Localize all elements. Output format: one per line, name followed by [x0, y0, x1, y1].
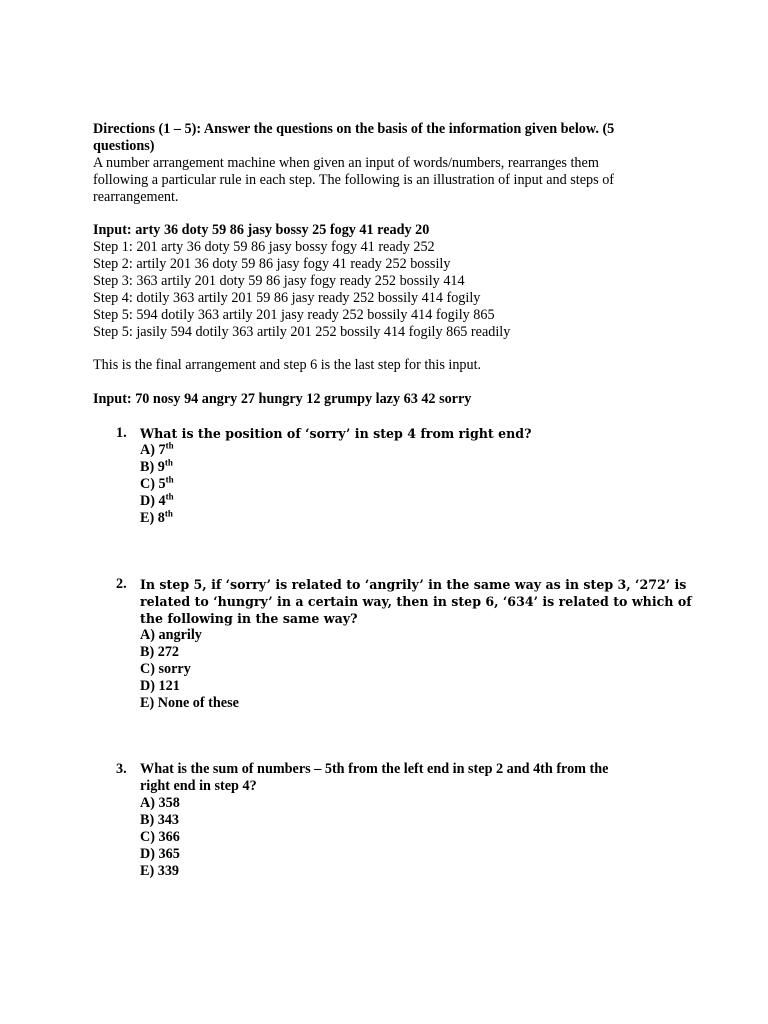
illustration-step: Step 3: 363 artily 201 doty 59 86 jasy fogy ready 252 bossily 414: [93, 273, 465, 289]
question-number: 2.: [116, 576, 127, 592]
question-text: the following in the same way?: [140, 611, 358, 626]
question-number: 1.: [116, 425, 127, 441]
question-text: related to ‘hungry’ in a certain way, then in step 6, ‘634’ is related to which of: [140, 594, 692, 609]
illustration-step: Step 1: 201 arty 36 doty 59 86 jasy bossy fogy 41 ready 252: [93, 239, 435, 255]
option-a: A) angrily: [140, 627, 202, 643]
problem-input-text: Input: 70 nosy 94 angry 27 hungry 12 grumpy lazy 63 42 sorry: [93, 391, 472, 407]
problem-input: [93, 391, 693, 408]
illustration-step: Step 5: 594 dotily 363 artily 201 jasy ready 252 bossily 414 fogily 865: [93, 307, 495, 323]
option-b: B) 343: [140, 812, 180, 828]
option-d: D) 121: [140, 678, 180, 694]
option-c: C) sorry: [140, 661, 191, 677]
question-3: [116, 761, 676, 880]
illustration-step: Step 4: dotily 363 artily 201 59 86 jasy ready 252 bossily 414 fogily: [93, 290, 481, 306]
option-c: C) 5th: [140, 474, 174, 492]
directions-paragraph-line: following a particular rule in each step. The following is an illustration of input and steps of: [93, 172, 615, 188]
option-a: A) 7th: [140, 440, 174, 458]
directions-section: [93, 121, 693, 206]
directions-paragraph-line: rearrangement.: [93, 189, 179, 205]
option-e: E) None of these: [140, 695, 239, 711]
option-d: D) 4th: [140, 491, 174, 509]
question-text: What is the position of ‘sorry’ in step 4 from right end?: [140, 426, 532, 441]
final-note-text: This is the final arrangement and step 6 is the last step for this input.: [93, 357, 482, 373]
illustration-step: Step 5: jasily 594 dotily 363 artily 201 252 bossily 414 fogily 865 readily: [93, 324, 511, 340]
option-c: C) 366: [140, 829, 180, 845]
directions-heading: Directions (1 – 5): Answer the questions on the basis of the information given below. (5: [93, 121, 615, 137]
directions-heading-cont: questions): [93, 138, 155, 154]
illustration-step: Step 2: artily 201 36 doty 59 86 jasy fogy 41 ready 252 bossily: [93, 256, 451, 272]
option-b: B) 9th: [140, 457, 173, 475]
question-2: [116, 576, 692, 712]
question-text: right end in step 4?: [140, 778, 257, 794]
option-e: E) 339: [140, 863, 180, 879]
question-text: What is the sum of numbers – 5th from the left end in step 2 and 4th from the: [140, 761, 609, 777]
option-d: D) 365: [140, 846, 180, 862]
option-e: E) 8th: [140, 508, 173, 526]
illustration-input: Input: arty 36 doty 59 86 jasy bossy 25 fogy 41 ready 20: [93, 222, 430, 238]
illustration-section: [93, 222, 693, 341]
question-text: In step 5, if ‘sorry’ is related to ‘angrily’ in the same way as in step 3, ‘272’ is: [140, 577, 687, 592]
question-number: 3.: [116, 761, 127, 777]
question-1: [116, 425, 676, 527]
option-b: B) 272: [140, 644, 180, 660]
final-note: [93, 357, 693, 374]
directions-paragraph-line: A number arrangement machine when given an input of words/numbers, rearranges them: [93, 155, 599, 171]
option-a: A) 358: [140, 795, 180, 811]
